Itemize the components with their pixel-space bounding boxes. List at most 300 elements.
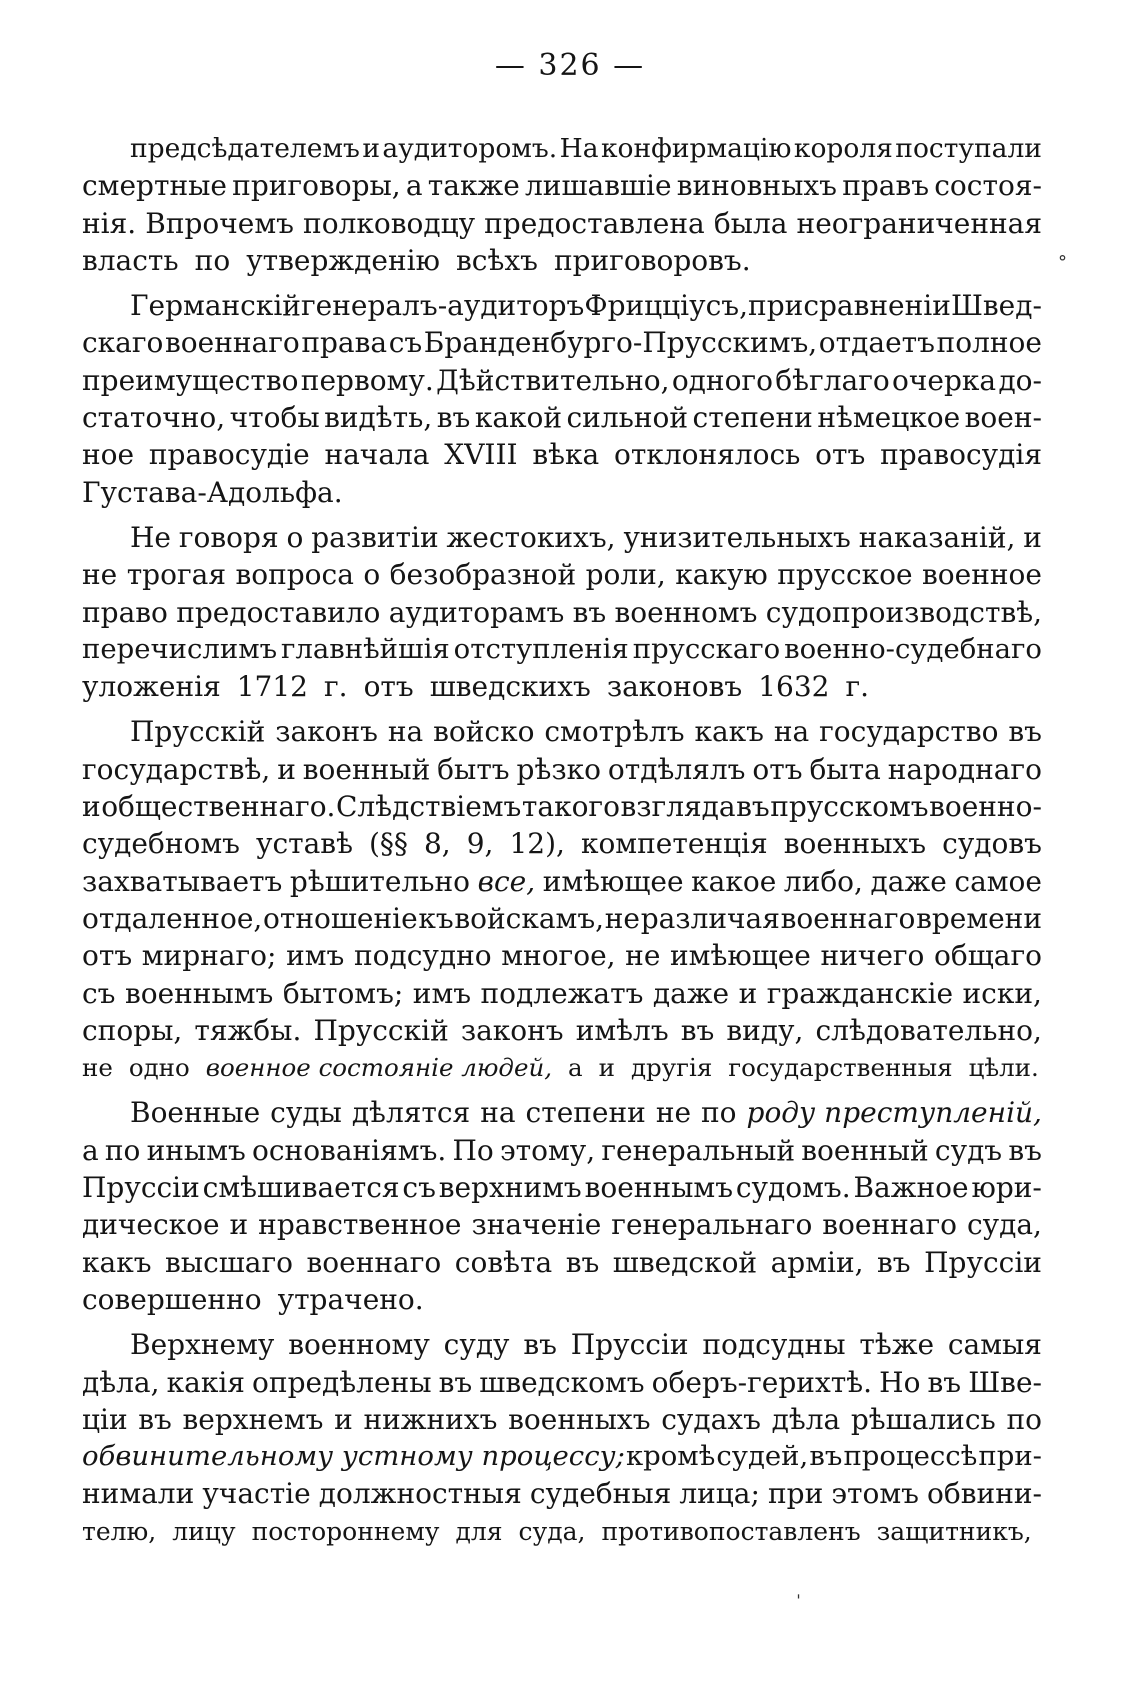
word: законъ bbox=[275, 715, 378, 749]
word: Военные bbox=[130, 1096, 261, 1130]
word: въ bbox=[877, 1245, 911, 1279]
word: военнаго bbox=[165, 326, 300, 360]
word: либо, bbox=[783, 864, 863, 898]
word: въ bbox=[680, 1013, 715, 1047]
word: XVIII bbox=[444, 438, 518, 472]
word: а bbox=[568, 1053, 583, 1083]
word: 9, bbox=[466, 827, 494, 861]
word: состоя- bbox=[934, 169, 1042, 203]
word: судопроизводствѣ, bbox=[765, 595, 1042, 629]
word: уложенія bbox=[82, 670, 221, 704]
word: дическое bbox=[82, 1208, 220, 1242]
word: генералъ-аудиторъ bbox=[301, 289, 585, 323]
word: не bbox=[82, 558, 118, 592]
word: главнѣйшія bbox=[281, 632, 450, 665]
text-line bbox=[82, 436, 1042, 473]
word: поступали bbox=[895, 133, 1042, 164]
word: утвержденію bbox=[246, 243, 440, 277]
word: смѣшивается bbox=[202, 1171, 400, 1205]
word: прусскаго bbox=[632, 632, 781, 665]
word: Германскій bbox=[130, 289, 301, 323]
word: 1712 bbox=[236, 670, 308, 704]
text-line bbox=[82, 1438, 1042, 1475]
word: аудиторомъ. bbox=[382, 133, 558, 164]
word: верхнимъ bbox=[438, 1171, 582, 1205]
text-line bbox=[82, 556, 1042, 593]
word: полное bbox=[936, 326, 1042, 360]
word: трогая bbox=[126, 558, 226, 592]
word: по bbox=[1006, 1402, 1042, 1436]
word: военнаго bbox=[306, 1245, 442, 1279]
word: совершенно bbox=[82, 1282, 262, 1316]
word: оберъ-герихтѣ. bbox=[651, 1365, 873, 1399]
word: съ bbox=[402, 1171, 436, 1205]
word: одного bbox=[671, 363, 773, 397]
word: въ bbox=[436, 401, 471, 435]
word: суду bbox=[443, 1328, 510, 1362]
word: На bbox=[559, 133, 599, 164]
word: имъ bbox=[286, 939, 345, 973]
word: значеніе bbox=[471, 1208, 602, 1242]
word: г. bbox=[324, 670, 348, 704]
word: правъ bbox=[842, 169, 930, 203]
word: и bbox=[229, 1208, 249, 1242]
word: и bbox=[277, 752, 296, 786]
word: какую bbox=[675, 558, 768, 592]
word: верхнемъ bbox=[182, 1402, 324, 1436]
text-line bbox=[82, 324, 1042, 361]
word: въ bbox=[1008, 1133, 1042, 1167]
text-line bbox=[82, 1012, 1042, 1049]
word: гражданскіе bbox=[766, 976, 954, 1010]
word: очерка bbox=[892, 363, 997, 397]
word: имѣлъ bbox=[575, 1013, 669, 1047]
word: уставѣ bbox=[255, 827, 353, 861]
word: прусскомъ bbox=[770, 790, 929, 824]
word: рѣшительно bbox=[289, 864, 471, 898]
word: роду преступленій, bbox=[746, 1096, 1042, 1130]
word: юри- bbox=[971, 1171, 1042, 1205]
word: всѣхъ bbox=[456, 243, 538, 277]
word: Важное bbox=[853, 1171, 969, 1205]
word: военный bbox=[801, 1133, 929, 1167]
word: ничего bbox=[820, 939, 925, 973]
word: инымъ bbox=[146, 1133, 246, 1167]
word: конфирмацію bbox=[600, 133, 792, 164]
word: нѣмецкое bbox=[817, 401, 961, 435]
word: въ bbox=[1008, 715, 1042, 749]
word: видѣть, bbox=[324, 401, 433, 435]
word: суда, bbox=[518, 1516, 586, 1546]
word: судебныя bbox=[529, 1477, 672, 1511]
word: Дѣйствительно, bbox=[436, 363, 670, 397]
word: даже bbox=[652, 976, 730, 1010]
word: должностныя bbox=[318, 1477, 522, 1511]
word: не bbox=[604, 901, 640, 935]
text-line bbox=[82, 1094, 1042, 1131]
word: государствѣ, bbox=[82, 752, 271, 786]
text-line bbox=[82, 205, 1042, 242]
word: государство bbox=[819, 715, 999, 749]
word: захватываетъ bbox=[82, 864, 283, 898]
word: и bbox=[1023, 520, 1042, 554]
word: и bbox=[738, 976, 758, 1010]
word: лишавшіе bbox=[525, 169, 672, 203]
word: предоставило bbox=[176, 595, 381, 629]
word: военнаго bbox=[780, 901, 916, 935]
word: отношеніе bbox=[263, 901, 418, 935]
page-number: — 326 — bbox=[494, 48, 646, 83]
word: защитникъ, bbox=[876, 1516, 1032, 1546]
text-line bbox=[82, 1132, 1042, 1169]
word: въ bbox=[523, 1328, 557, 1362]
word: по bbox=[194, 243, 231, 277]
text-line bbox=[82, 167, 1042, 204]
word: государственныя bbox=[728, 1053, 953, 1083]
text-line bbox=[82, 631, 1042, 668]
word: подлежатъ bbox=[480, 976, 644, 1010]
paragraph bbox=[82, 1094, 1042, 1318]
word: судей, bbox=[716, 1440, 809, 1473]
text-line bbox=[82, 519, 1042, 556]
word: смертные bbox=[82, 169, 227, 203]
paragraph bbox=[82, 713, 1042, 1086]
word: первому. bbox=[300, 363, 434, 397]
word: участіе bbox=[202, 1477, 311, 1511]
word: въ bbox=[572, 595, 607, 629]
word: прусское bbox=[777, 558, 913, 592]
word: бытомъ; bbox=[282, 976, 404, 1010]
text-line bbox=[82, 900, 1042, 937]
word: въ bbox=[809, 1440, 843, 1473]
word: какой bbox=[474, 401, 563, 435]
word: времени bbox=[916, 901, 1042, 935]
text-line bbox=[82, 130, 1042, 167]
word: дѣла bbox=[771, 1402, 841, 1436]
word: Густава-Адольфа. bbox=[82, 475, 343, 509]
word: одно bbox=[128, 1053, 190, 1083]
word: военно- bbox=[929, 790, 1042, 824]
word: отступленія bbox=[453, 632, 629, 665]
paragraph bbox=[82, 1326, 1042, 1550]
word: судебномъ bbox=[82, 827, 240, 861]
word: статочно, bbox=[82, 401, 226, 435]
word: законовъ bbox=[606, 670, 743, 704]
word: самыя bbox=[947, 1328, 1042, 1362]
text-line bbox=[82, 788, 1042, 825]
word: военный bbox=[302, 752, 431, 786]
word: отклонялось bbox=[613, 438, 801, 472]
word: Бранденбурго-Прусскимъ, bbox=[423, 326, 818, 360]
word: отъ bbox=[363, 670, 414, 704]
word: какъ bbox=[82, 1245, 152, 1279]
word: виновныхъ bbox=[676, 169, 837, 203]
word: рѣзко bbox=[516, 752, 601, 786]
word: шведскихъ bbox=[429, 670, 591, 704]
word: Не bbox=[130, 520, 171, 554]
word: судовъ bbox=[942, 827, 1042, 861]
word: унизительныхъ bbox=[623, 520, 851, 554]
word: роли, bbox=[585, 558, 666, 592]
paragraph bbox=[82, 287, 1042, 511]
word: законъ bbox=[460, 1013, 564, 1047]
word: наказаній, bbox=[858, 520, 1016, 554]
word: противопоставленъ bbox=[601, 1516, 861, 1546]
word: отъ bbox=[815, 438, 866, 472]
word: шведскомъ bbox=[479, 1365, 645, 1399]
word: все, bbox=[477, 864, 536, 898]
text-line bbox=[82, 399, 1042, 436]
word: нижнихъ bbox=[363, 1402, 498, 1436]
word: различая bbox=[640, 901, 780, 935]
word: при- bbox=[978, 1440, 1042, 1473]
word: телю, bbox=[82, 1516, 157, 1546]
word: иски, bbox=[962, 976, 1042, 1010]
word: 8, bbox=[423, 827, 451, 861]
word: По bbox=[452, 1133, 494, 1167]
word: а bbox=[405, 169, 423, 203]
word: имѣющее bbox=[542, 864, 684, 898]
word: и bbox=[334, 1402, 353, 1436]
word: отъ bbox=[82, 939, 133, 973]
word: Слѣдствіемъ bbox=[335, 790, 522, 824]
word: Шве- bbox=[968, 1365, 1042, 1399]
word: арміи, bbox=[770, 1245, 864, 1279]
word: (§§ bbox=[369, 827, 408, 861]
word: въ bbox=[565, 1245, 600, 1279]
text-line bbox=[82, 713, 1042, 750]
word: вопроса bbox=[235, 558, 354, 592]
word: обвини- bbox=[927, 1477, 1042, 1511]
word: взгляда bbox=[620, 790, 736, 824]
word: войско bbox=[433, 715, 535, 749]
text-line bbox=[82, 668, 1042, 705]
word: другія bbox=[630, 1053, 713, 1083]
word: ціи bbox=[82, 1402, 128, 1436]
word: полководцу bbox=[303, 206, 476, 240]
word: и bbox=[598, 1053, 615, 1083]
word: г. bbox=[845, 670, 870, 704]
word: аудиторамъ bbox=[388, 595, 565, 629]
text-line bbox=[82, 474, 1042, 511]
word: этомъ bbox=[831, 1477, 919, 1511]
word: какое bbox=[691, 864, 777, 898]
word: слѣдовательно, bbox=[815, 1013, 1042, 1047]
word: не bbox=[625, 939, 661, 973]
word: Прусскій bbox=[313, 1013, 449, 1047]
text-line bbox=[82, 751, 1042, 788]
word: Фрицціусъ, bbox=[584, 289, 749, 323]
word: также bbox=[427, 169, 520, 203]
text-line bbox=[82, 1244, 1042, 1281]
word: для bbox=[455, 1516, 503, 1546]
word: тяжбы. bbox=[194, 1013, 302, 1047]
word: съ bbox=[388, 326, 423, 360]
word: говоря bbox=[178, 520, 279, 554]
text-line bbox=[82, 1475, 1042, 1512]
word: начала bbox=[324, 438, 430, 472]
word: дѣлятся bbox=[351, 1096, 471, 1130]
word: приговоровъ. bbox=[553, 243, 751, 277]
word: перечислимъ bbox=[82, 632, 278, 665]
word: степени bbox=[692, 401, 813, 435]
word: бытъ bbox=[437, 752, 510, 786]
word: военныхъ bbox=[783, 827, 927, 861]
word: мирнаго; bbox=[141, 939, 277, 973]
word: общаго bbox=[934, 939, 1042, 973]
word: судъ bbox=[934, 1133, 1003, 1167]
word: право bbox=[82, 595, 168, 629]
word: права bbox=[301, 326, 388, 360]
word: высшаго bbox=[165, 1245, 294, 1279]
word: въ bbox=[736, 790, 770, 824]
word: нимали bbox=[82, 1477, 195, 1511]
word: тѣже bbox=[859, 1328, 935, 1362]
word: военнымъ bbox=[584, 1171, 734, 1205]
text-line bbox=[82, 287, 1042, 324]
word: процессѣ bbox=[843, 1440, 978, 1473]
word: такого bbox=[521, 790, 620, 824]
word: суды bbox=[270, 1096, 342, 1130]
word: чтобы bbox=[229, 401, 320, 435]
word: военное состояніе людей, bbox=[205, 1053, 553, 1083]
word: воен- bbox=[964, 401, 1042, 435]
text-line bbox=[82, 1513, 1042, 1550]
word: суда, bbox=[966, 1208, 1042, 1242]
text-line bbox=[82, 825, 1042, 862]
word: отъ bbox=[752, 752, 803, 786]
word: при bbox=[768, 1477, 824, 1511]
word: безобразной bbox=[389, 558, 577, 592]
text-line bbox=[82, 362, 1042, 399]
text-line bbox=[82, 937, 1042, 974]
word: на bbox=[480, 1096, 516, 1130]
word: Но bbox=[879, 1365, 921, 1399]
word: шведской bbox=[612, 1245, 758, 1279]
word: цѣли. bbox=[968, 1053, 1039, 1083]
word: подсудно bbox=[353, 939, 492, 973]
word: лица; bbox=[679, 1477, 760, 1511]
word: 1632 bbox=[758, 670, 830, 704]
word: виду, bbox=[726, 1013, 804, 1047]
word: отдаленное, bbox=[82, 901, 263, 935]
word: отдаетъ bbox=[818, 326, 935, 360]
word: была bbox=[713, 206, 788, 240]
word: на bbox=[387, 715, 424, 749]
margin-mark: ˈ bbox=[796, 1592, 801, 1613]
word: общественнаго. bbox=[101, 790, 336, 824]
word: и bbox=[362, 133, 380, 164]
word: Швед- bbox=[950, 289, 1042, 323]
word: въ bbox=[927, 1365, 962, 1399]
word: въ bbox=[138, 1402, 172, 1436]
word: военному bbox=[288, 1328, 430, 1362]
text-line bbox=[82, 1281, 1042, 1318]
word: и bbox=[82, 790, 101, 824]
word: лицу bbox=[172, 1516, 236, 1546]
word: военно-судебнаго bbox=[784, 632, 1042, 665]
word: по bbox=[104, 1133, 141, 1167]
word: скаго bbox=[82, 326, 164, 360]
word: совѣта bbox=[454, 1245, 553, 1279]
text-line bbox=[82, 1326, 1042, 1363]
word: войскамъ, bbox=[454, 901, 605, 935]
text-line bbox=[82, 1364, 1042, 1401]
word: обвинительному устному процессу; bbox=[82, 1440, 625, 1473]
word: постороннему bbox=[251, 1516, 440, 1546]
word: не bbox=[655, 1096, 692, 1130]
word: военномъ bbox=[614, 595, 758, 629]
text-line bbox=[82, 1169, 1042, 1206]
word: сильной bbox=[566, 401, 689, 435]
word: до- bbox=[998, 363, 1042, 397]
word: степени bbox=[525, 1096, 646, 1130]
word: къ bbox=[418, 901, 454, 935]
word: приговоры, bbox=[232, 169, 401, 203]
word: основаніямъ. bbox=[252, 1133, 447, 1167]
word: кромѣ bbox=[625, 1440, 716, 1473]
word: подсудны bbox=[702, 1328, 846, 1362]
text-line bbox=[82, 1401, 1042, 1438]
word: неограниченная bbox=[796, 206, 1042, 240]
word: судахъ bbox=[661, 1402, 761, 1436]
word: короля bbox=[793, 133, 893, 164]
word: народнаго bbox=[887, 752, 1042, 786]
word: о bbox=[286, 520, 304, 554]
word: власть bbox=[82, 243, 179, 277]
word: генеральный bbox=[601, 1133, 796, 1167]
word: судомъ. bbox=[735, 1171, 851, 1205]
word: даже bbox=[870, 864, 947, 898]
word: Впрочемъ bbox=[145, 206, 294, 240]
word: военнымъ bbox=[124, 976, 274, 1010]
word: военнаго bbox=[822, 1208, 958, 1242]
body-text bbox=[82, 130, 1042, 1558]
word: смотрѣлъ bbox=[544, 715, 685, 749]
word: Пруссіи bbox=[924, 1245, 1042, 1279]
word: дѣла, bbox=[82, 1365, 160, 1399]
paragraph bbox=[82, 519, 1042, 705]
word: предоставлена bbox=[484, 206, 705, 240]
word: развитіи bbox=[311, 520, 439, 554]
word: сравненіи bbox=[803, 289, 951, 323]
text-line bbox=[82, 1206, 1042, 1243]
word: вѣка bbox=[532, 438, 600, 472]
text-line bbox=[82, 863, 1042, 900]
word: споры, bbox=[82, 1013, 183, 1047]
word: съ bbox=[82, 976, 116, 1010]
word: о bbox=[363, 558, 381, 592]
paragraph bbox=[82, 130, 1042, 279]
text-line bbox=[82, 594, 1042, 631]
word: генеральнаго bbox=[611, 1208, 813, 1242]
word: этому, bbox=[499, 1133, 596, 1167]
word: нравственное bbox=[258, 1208, 462, 1242]
text-line bbox=[82, 975, 1042, 1012]
word: въ bbox=[438, 1365, 473, 1399]
word: нія. bbox=[82, 206, 137, 240]
text-line bbox=[82, 1049, 1042, 1086]
word: какія bbox=[166, 1365, 245, 1399]
word: предсѣдателемъ bbox=[130, 133, 360, 164]
word: быта bbox=[809, 752, 881, 786]
word: на bbox=[773, 715, 810, 749]
word: опредѣлены bbox=[252, 1365, 432, 1399]
word: при bbox=[748, 289, 804, 323]
word: правосудіе bbox=[148, 438, 310, 472]
word: военное bbox=[922, 558, 1042, 592]
word: утрачено. bbox=[277, 1282, 424, 1316]
